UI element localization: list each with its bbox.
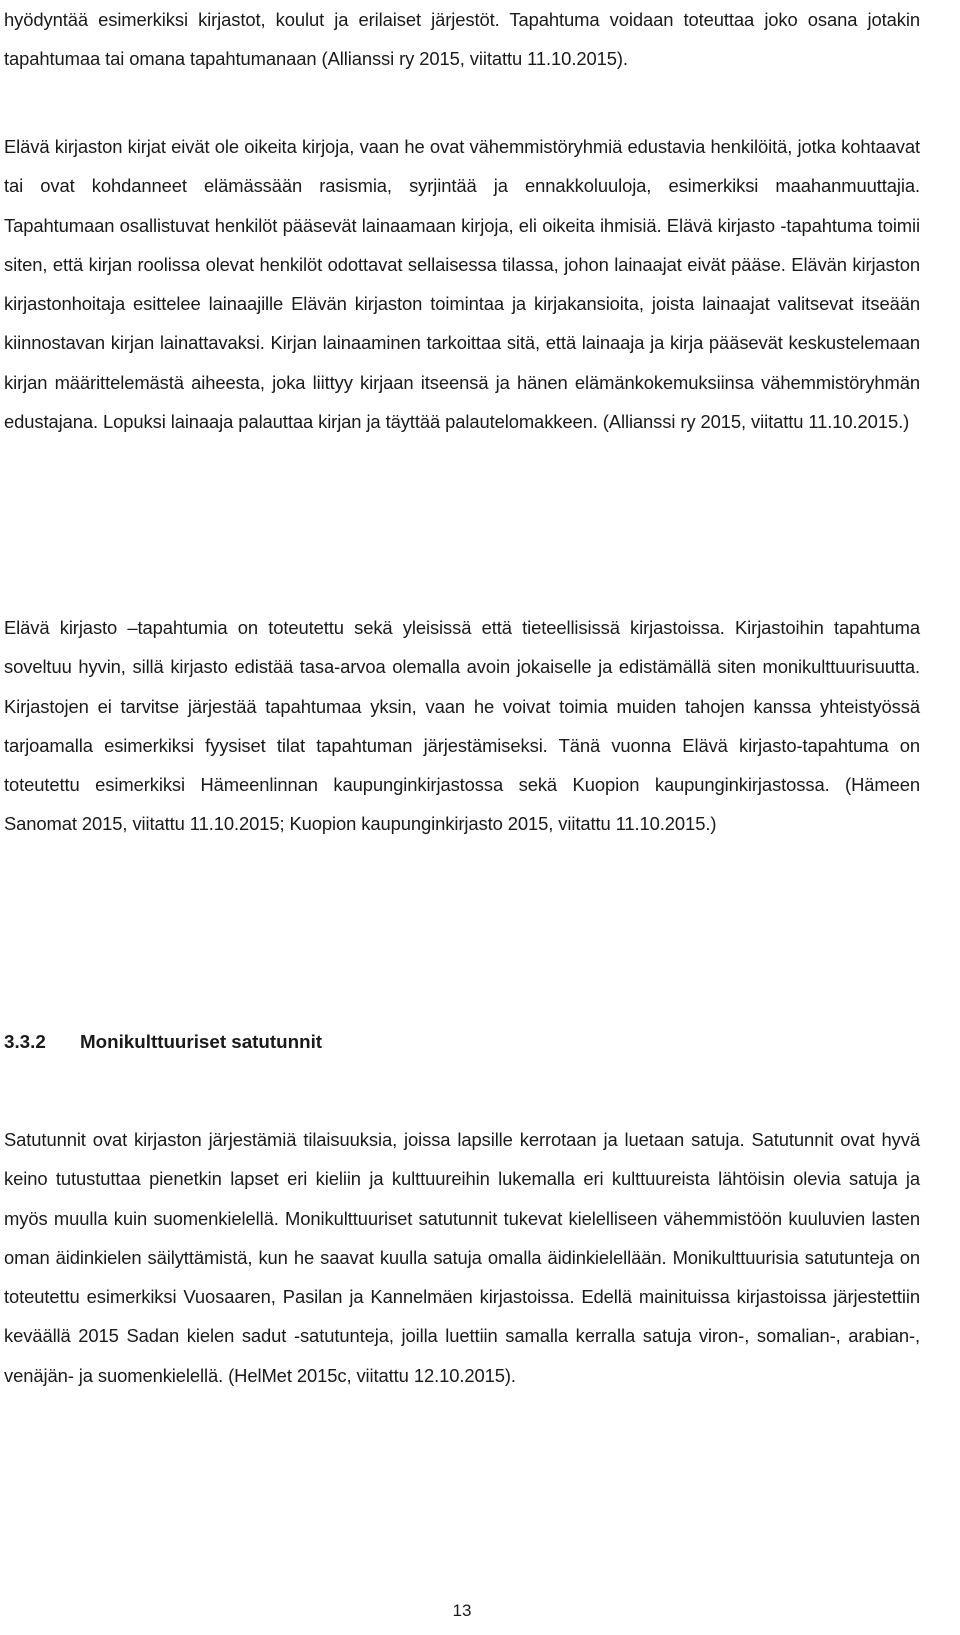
paragraph-story-hours: Satutunnit ovat kirjaston järjestämiä tilaisuuksia, joissa lapsille kerrotaan ja luetaan satuja. Satutunnit ovat hyvä keino tutustuttaa pienetkin lapset eri kieliin ja kulttuureihin lukemalla eri kulttuureista lähtöisin olevia satuja ja myös muulla kuin suomenkielellä. Monikulttuuriset satutunnit tukevat kielelliseen vähemmistöön kuuluvien lasten oman äidinkielen säilyttämistä, kun he saavat kuulla satuja omalla äidinkielellään. Monikulttuurisia satutunteja on toteutettu esimerkiksi Vuosaaren, Pasilan ja Kannelmäen kirjastoissa. Edellä mainituissa kirjastoissa järjestettiin keväällä 2015 Sadan kielen sadut -satutunteja, joilla luettiin samalla kerralla satuja viron-, somalian-, arabian-, venäjän- ja suomenkielellä. (HelMet 2015c, viitattu 12.10.2015). (4, 1129, 920, 1386)
paragraph-living-library-events: Elävä kirjasto –tapahtumia on toteutettu sekä yleisissä että tieteellisissä kirjastoissa. Kirjastoihin tapahtuma soveltuu hyvin, sillä kirjasto edistää tasa-arvoa olemalla avoin jokaiselle ja edistämällä siten monikulttuurisuutta. Kirjastojen ei tarvitse järjestää tapahtumaa yksin, vaan he voivat toimia muiden tahojen kanssa yhteistyössä tarjoamalla esimerkiksi fyysiset tilat tapahtuman järjestämiseksi. Tänä vuonna Elävä kirjasto-tapahtuma on toteutettu esimerkiksi Hämeenlinnan kaupunginkirjastossa sekä Kuopion kaupunginkirjastossa. (Hämeen Sanomat 2015, viitattu 11.10.2015; Kuopion kaupunginkirjasto 2015, viitattu 11.10.2015.) (4, 617, 920, 835)
page-number: 13 (452, 1601, 472, 1620)
section-title: Monikulttuuriset satutunnit (80, 1031, 323, 1052)
section-number: 3.3.2 (4, 1031, 46, 1052)
paragraph-living-library-books: Elävä kirjaston kirjat eivät ole oikeita kirjoja, vaan he ovat vähemmistöryhmiä edustavia henkilöitä, jotka kohtaavat tai ovat kohdanneet elämässään rasismia, syrjintää ja ennakkoluuloja, esimerkiksi maahanmuuttajia. Tapahtumaan osallistuvat henkilöt pääsevät lainaamaan kirjoja, eli oikeita ihmisiä. Elävä kirjasto -tapahtuma toimii siten, että kirjan roolissa olevat henkilöt odottavat sellaisessa tilassa, johon lainaajat eivät pääse. Elävän kirjaston kirjastonhoitaja esittelee lainaajille Elävän kirjaston toimintaa ja kirjakansioita, joista lainaajat valitsevat itseään kiinnostavan kirjan lainattavaksi. Kirjan lainaaminen tarkoittaa sitä, että lainaaja ja kirja pääsevät keskustelemaan kirjan määrittelemästä aiheesta, joka liittyy kirjaan itseensä ja hänen elämänkokemuksiinsa vähemmistöryhmän edustajana. Lopuksi lainaaja palauttaa kirjan ja täyttää palautelomakkeen. (Allianssi ry 2015, viitattu 11.10.2015.) (4, 136, 920, 433)
paragraph-continuation: hyödyntää esimerkiksi kirjastot, koulut ja erilaiset järjestöt. Tapahtuma voidaan toteuttaa joko osana jotakin tapahtumaa tai omana tapahtumanaan (Allianssi ry 2015, viitattu 11.10.2015). (4, 9, 920, 70)
section-heading (4, 1022, 704, 1062)
